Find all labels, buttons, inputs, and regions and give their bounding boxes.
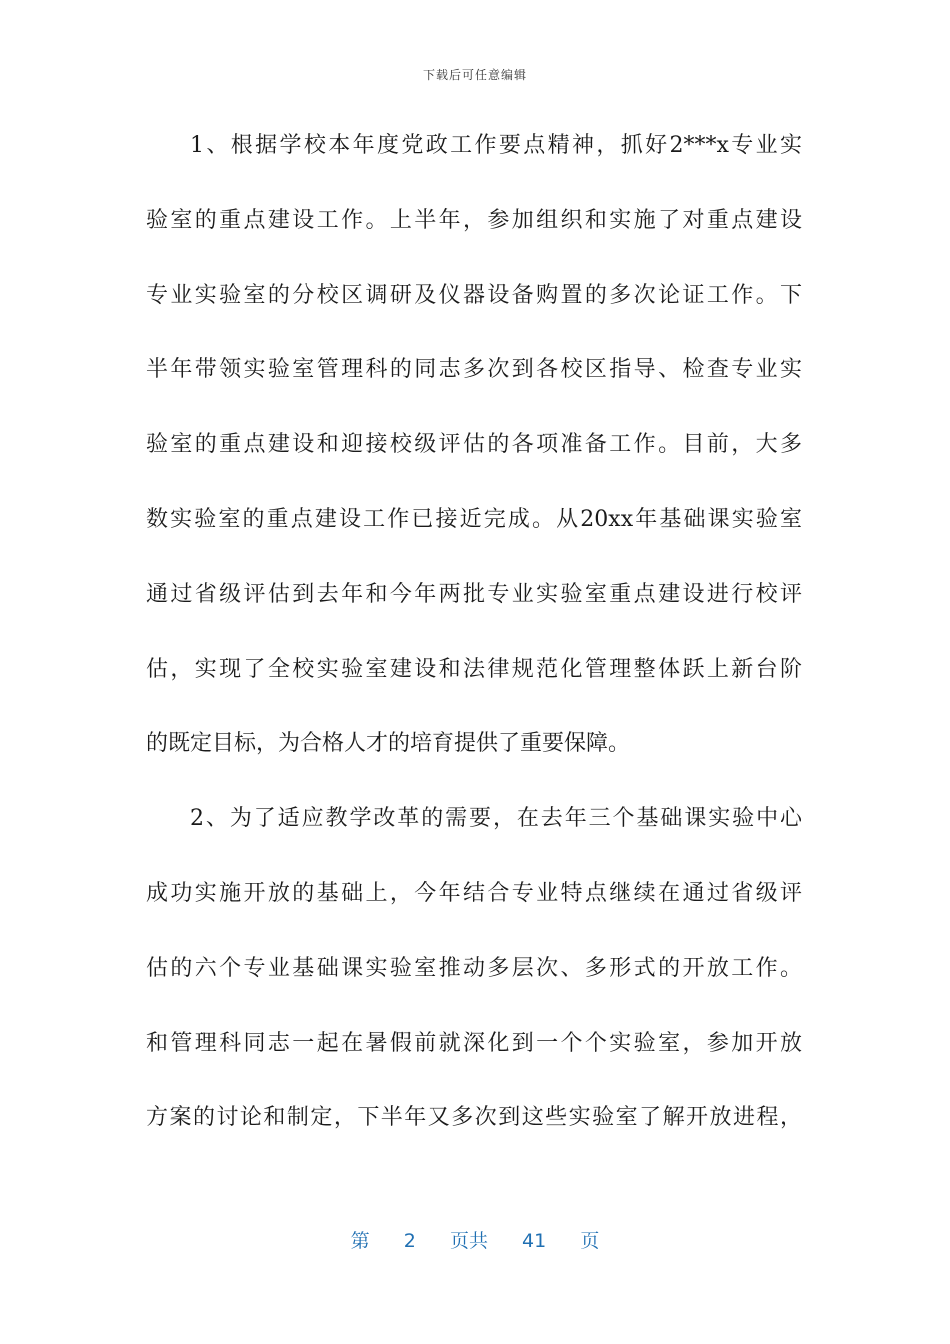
paragraph-2-line-2: 成功实施开放的基础上，今年结合专业特点继续在通过省级评 [146, 880, 802, 906]
footer-middle: 页共 [449, 1230, 488, 1252]
paragraph-1-line-4: 半年带领实验室管理科的同志多次到各校区指导、检查专业实 [146, 357, 802, 383]
paragraph-2-line-4: 和管理科同志一起在暑假前就深化到一个个实验室，参加开放 [146, 1030, 802, 1056]
footer-total-pages: 41 [522, 1230, 547, 1252]
paragraph-2-line-1: 2、为了适应教学改革的需要，在去年三个基础课实验中心 [190, 806, 802, 832]
paragraph-1-line-9: 的既定目标，为合格人才的培育提供了重要保障。 [146, 731, 631, 757]
paragraph-1-line-8: 估，实现了全校实验室建设和法律规范化管理整体跃上新台阶 [146, 656, 802, 682]
footer-suffix: 页 [580, 1230, 600, 1252]
header-note: 下载后可任意编辑 [422, 68, 527, 82]
paragraph-2-line-3: 估的六个专业基础课实验室推动多层次、多形式的开放工作。 [146, 955, 802, 981]
document-body [146, 124, 802, 1171]
paragraph-2-line-5: 方案的讨论和制定，下半年又多次到这些实验室了解开放进程， [146, 1105, 802, 1131]
paragraph-1-line-6: 数实验室的重点建设工作已接近完成。从20xx年基础课实验室 [146, 506, 802, 532]
paragraph-1-line-5: 验室的重点建设和迎接校级评估的各项准备工作。目前，大多 [146, 432, 802, 458]
paragraph-1-line-1: 1、根据学校本年度党政工作要点精神，抓好2***x专业实 [190, 133, 802, 158]
page-footer [0, 1226, 950, 1253]
paragraph-1-line-2: 验室的重点建设工作。上半年，参加组织和实施了对重点建设 [146, 207, 802, 233]
footer-page-number: 2 [403, 1230, 416, 1252]
paragraph-1-line-3: 专业实验室的分校区调研及仪器设备购置的多次论证工作。下 [146, 282, 802, 308]
footer-prefix: 第 [350, 1230, 370, 1252]
paragraph-1-line-7: 通过省级评估到去年和今年两批专业实验室重点建设进行校评 [146, 581, 802, 607]
